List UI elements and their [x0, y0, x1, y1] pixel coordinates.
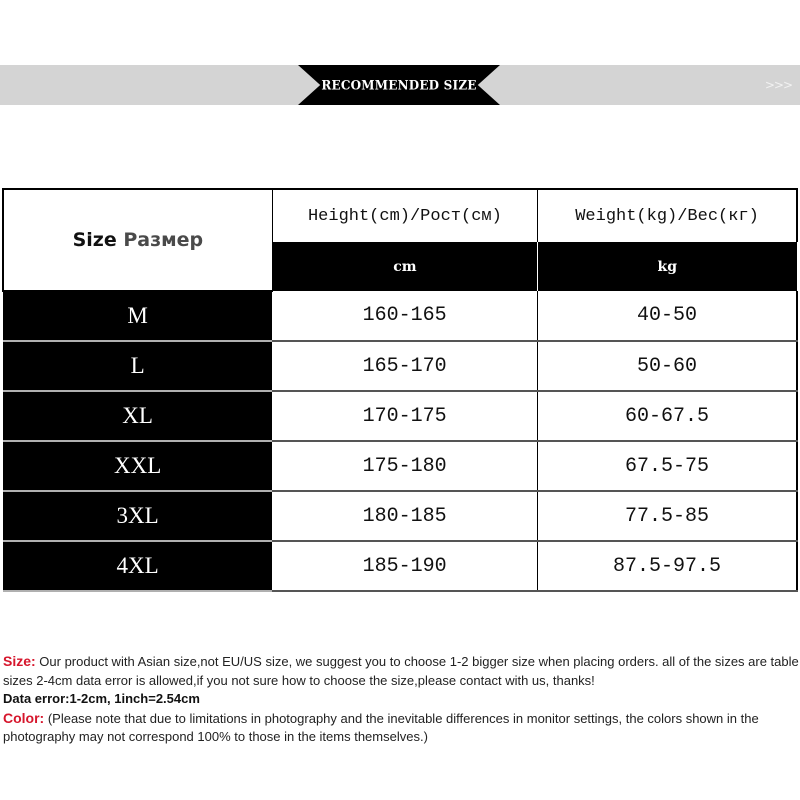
- weight-cell: 67.5-75: [538, 441, 797, 491]
- table-row: [3, 541, 797, 591]
- height-cell: 180-185: [272, 491, 537, 541]
- size-notes: [3, 652, 799, 747]
- weight-unit: kg: [538, 242, 797, 291]
- table-row: [3, 291, 797, 341]
- size-note: [3, 652, 799, 690]
- data-error-note: Data error:1-2cm, 1inch=2.54cm: [3, 691, 200, 706]
- weight-cell: 40-50: [538, 291, 797, 341]
- weight-cell: 77.5-85: [538, 491, 797, 541]
- size-cell: L: [3, 341, 272, 391]
- size-cell: 3XL: [3, 491, 272, 541]
- weight-cell: 60-67.5: [538, 391, 797, 441]
- size-cell: 4XL: [3, 541, 272, 591]
- size-note-label: Size:: [3, 653, 36, 669]
- size-note-text: Our product with Asian size,not EU/US size, we suggest you to choose 1-2 bigger size when placing orders. all of the sizes are table sizes 2-4cm data error is allowed,if you not sure how to choose the size,please contact with us, thanks!: [3, 654, 799, 688]
- size-cell: XXL: [3, 441, 272, 491]
- height-cell: 175-180: [272, 441, 537, 491]
- height-cell: 165-170: [272, 341, 537, 391]
- height-cell: 185-190: [272, 541, 537, 591]
- height-cell: 170-175: [272, 391, 537, 441]
- table-row: [3, 441, 797, 491]
- table-row: [3, 391, 797, 441]
- table-row: [3, 491, 797, 541]
- height-header: Height(cm)/Рост(см): [272, 189, 537, 242]
- color-note-label: Color:: [3, 709, 45, 726]
- color-note: [3, 709, 799, 747]
- color-note-text: (Please note that due to limitations in photography and the inevitable differences in monitor settings, the colors shown in the photography may not correspond 100% to those in the items themselves.): [3, 710, 759, 744]
- height-cell: 160-165: [272, 291, 537, 341]
- height-unit: cm: [272, 242, 537, 291]
- weight-cell: 50-60: [538, 341, 797, 391]
- table-row: [3, 341, 797, 391]
- size-header-en: Size: [72, 229, 117, 251]
- weight-header: Weight(kg)/Вес(кг): [538, 189, 797, 242]
- size-header: [3, 189, 272, 291]
- size-chart-table: [2, 188, 798, 592]
- chevrons-right-icon: >>>: [764, 78, 792, 92]
- weight-cell: 87.5-97.5: [538, 541, 797, 591]
- size-cell: XL: [3, 391, 272, 441]
- banner-title: RECOMMENDED SIZE: [321, 77, 477, 93]
- size-cell: M: [3, 291, 272, 341]
- size-header-ru: Размер: [123, 229, 204, 251]
